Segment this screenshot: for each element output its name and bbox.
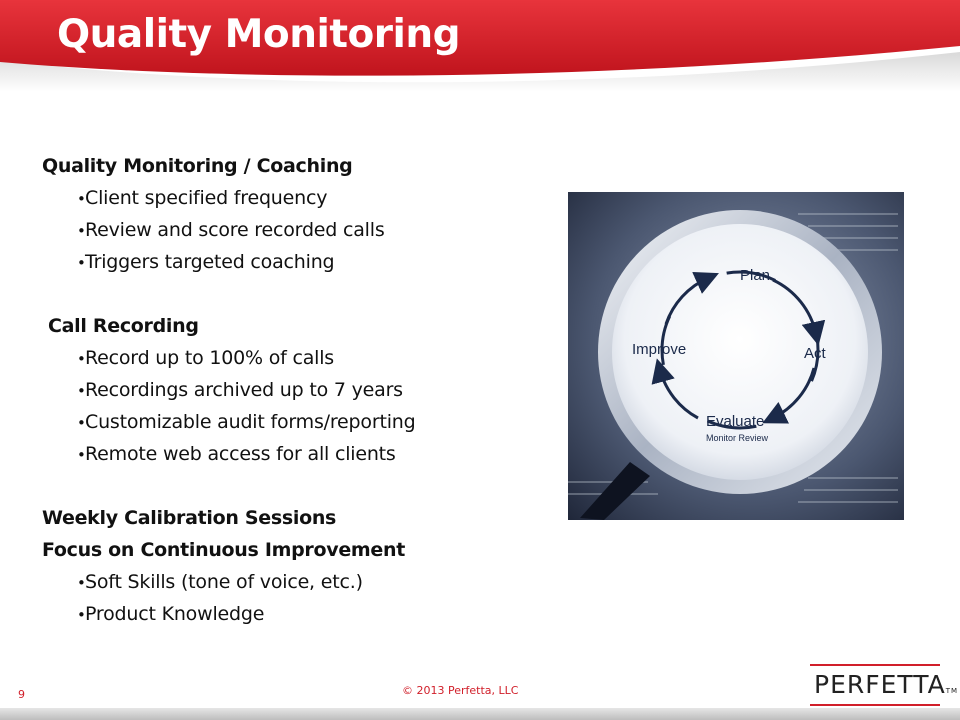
magnifier-illustration	[568, 192, 904, 520]
bullet-text: Record up to 100% of calls	[85, 347, 334, 369]
section-heading-improvement: Focus on Continuous Improvement	[42, 539, 406, 561]
bullet-item	[42, 406, 542, 438]
cycle-label-improve: Improve	[632, 341, 687, 358]
bullet-item	[42, 438, 542, 470]
bullet-icon: •	[77, 222, 86, 240]
bullet-icon: •	[77, 446, 86, 464]
logo-tm: TM	[945, 687, 959, 695]
copyright: © 2013 Perfetta, LLC	[402, 684, 519, 697]
bullet-item	[42, 342, 542, 374]
magnifier-cycle-photo	[568, 192, 904, 520]
bullet-icon: •	[77, 606, 86, 624]
cycle-label-evaluate: Evaluate	[706, 413, 765, 430]
bullet-item	[42, 246, 542, 278]
bullet-item	[42, 566, 542, 598]
bullet-text: Remote web access for all clients	[85, 443, 396, 465]
bullet-text: Soft Skills (tone of voice, etc.)	[85, 571, 363, 593]
cycle-label-plan: Plan	[740, 267, 771, 284]
footer-bar	[0, 708, 960, 720]
bullet-icon: •	[77, 254, 86, 272]
section-heading-call-recording: Call Recording	[48, 315, 199, 337]
spacer	[42, 278, 542, 310]
bullet-item	[42, 374, 542, 406]
bullet-text: Recordings archived up to 7 years	[85, 379, 403, 401]
bullet-icon: •	[77, 382, 86, 400]
logo-text: PERFETTA	[814, 670, 946, 699]
bullet-text: Triggers targeted coaching	[85, 251, 335, 273]
bullet-text: Client specified frequency	[85, 187, 328, 209]
bullet-item	[42, 598, 542, 630]
page-number: 9	[18, 688, 25, 701]
bullet-content	[42, 150, 542, 630]
bullet-item	[42, 214, 542, 246]
bullet-text: Review and score recorded calls	[85, 219, 385, 241]
section-heading-quality-monitoring: Quality Monitoring / Coaching	[42, 155, 353, 177]
slide-title: Quality Monitoring	[57, 12, 461, 57]
perfetta-logo	[810, 664, 959, 706]
bullet-text: Product Knowledge	[85, 603, 265, 625]
logo-rule-top	[810, 664, 940, 666]
cycle-sublabel: Monitor Review	[706, 433, 769, 443]
spacer	[42, 470, 542, 502]
bullet-item	[42, 182, 542, 214]
bullet-icon: •	[77, 350, 86, 368]
bullet-icon: •	[77, 574, 86, 592]
cycle-label-act: Act	[804, 345, 826, 362]
logo-wordmark	[814, 670, 958, 699]
bullet-icon: •	[77, 190, 86, 208]
section-heading-calibration: Weekly Calibration Sessions	[42, 507, 337, 529]
title-banner	[0, 0, 960, 92]
bullet-text: Customizable audit forms/reporting	[85, 411, 416, 433]
bullet-icon: •	[77, 414, 86, 432]
logo-rule-bottom	[810, 704, 940, 706]
